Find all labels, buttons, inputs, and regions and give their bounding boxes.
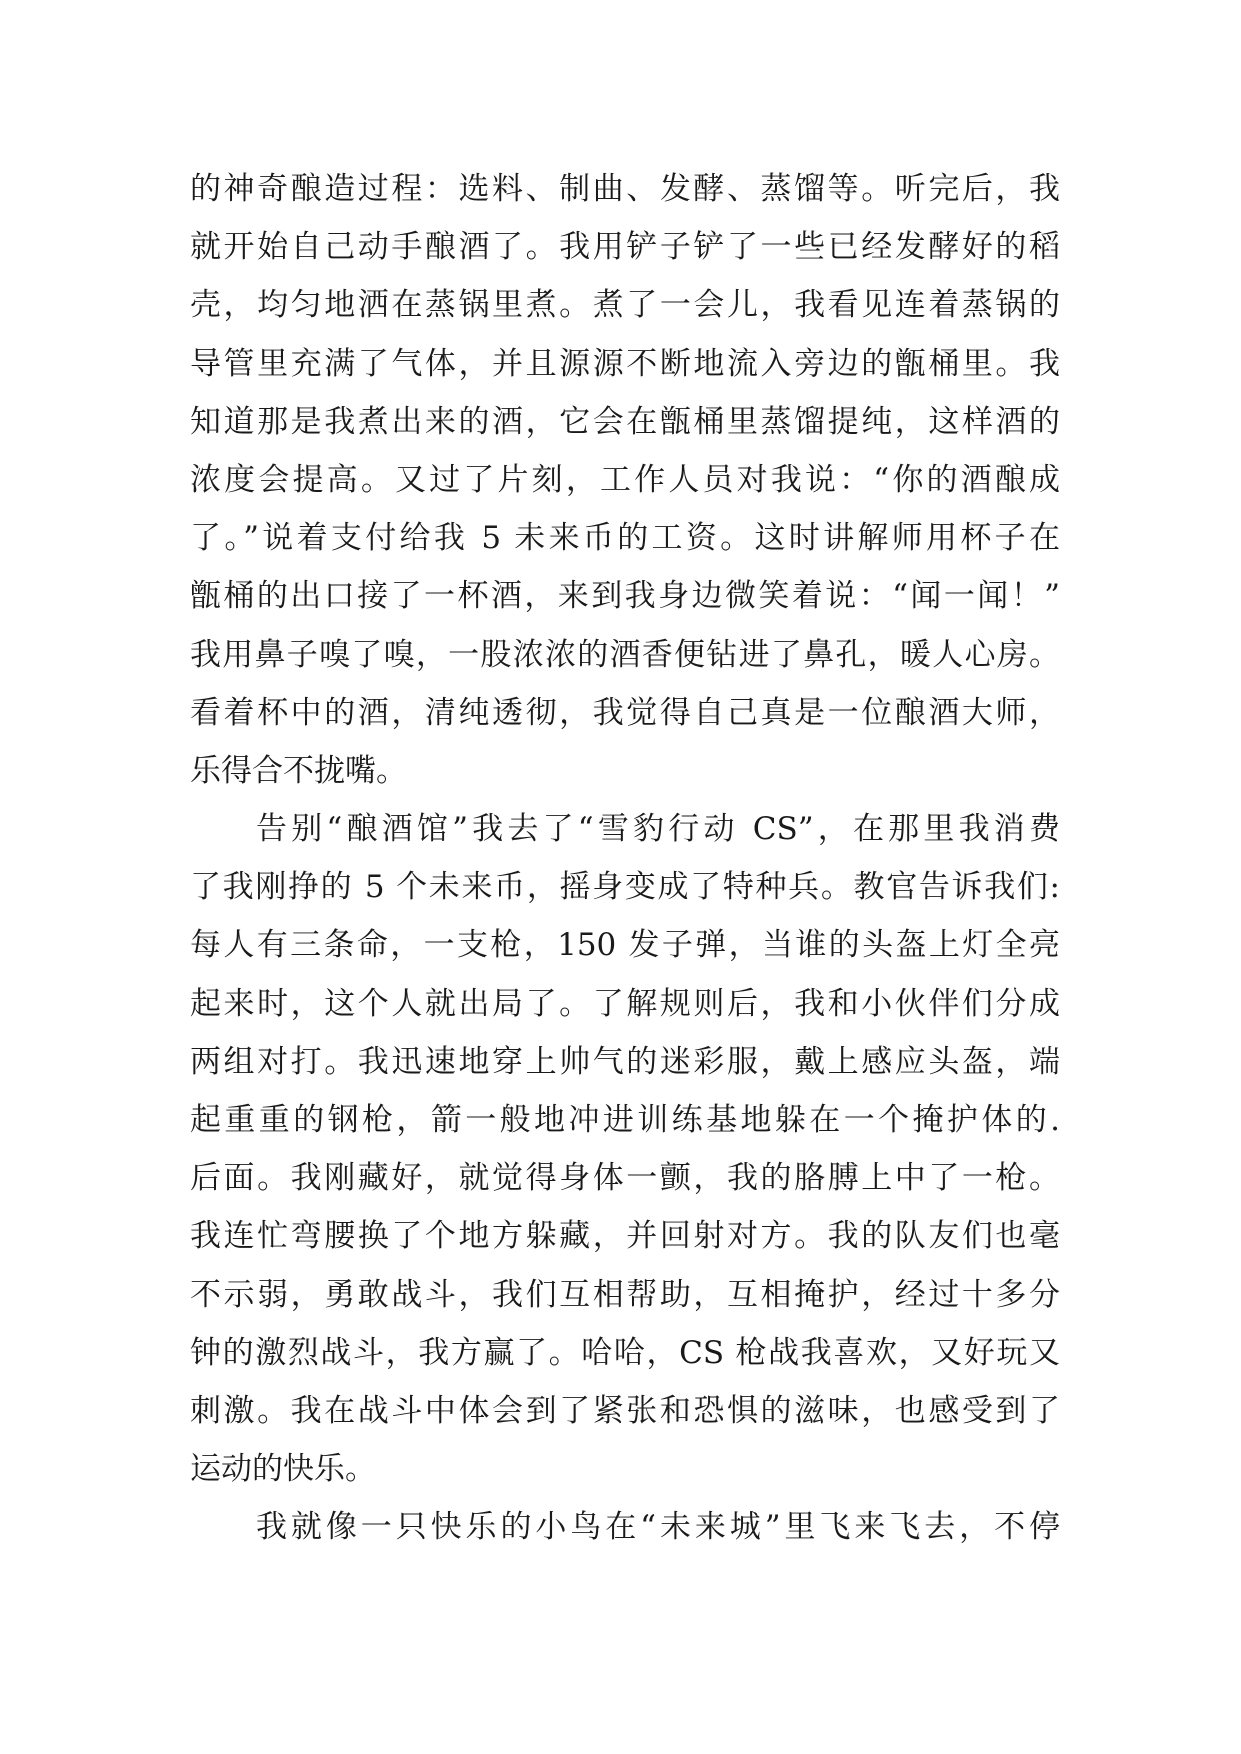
text-line: 了我刚挣的 5 个未来币，摇身变成了特种兵。教官告诉我们: [190, 869, 1060, 906]
essay-body [190, 160, 1060, 1557]
text-line: 运动的快乐。 [190, 1451, 376, 1488]
text-line: 起重重的钢枪，箭一般地冲进训练基地躲在一个掩护体的. [190, 1102, 1060, 1138]
text-line: 我用鼻子嗅了嗅，一股浓浓的酒香便钻进了鼻孔，暖人心房。 [190, 636, 1060, 673]
text-line: 甑桶的出口接了一杯酒，来到我身边微笑着说：“闻一闻！” [190, 578, 1060, 615]
text-line: 刺激。我在战斗中体会到了紧张和恐惧的滋味，也感受到了 [190, 1392, 1060, 1429]
text-line: 浓度会提高。又过了片刻，工作人员对我说：“你的酒酿成 [190, 461, 1060, 498]
text-line: 知道那是我煮出来的酒，它会在甑桶里蒸馏提纯，这样酒的 [190, 403, 1060, 440]
text-line: 就开始自己动手酿酒了。我用铲子铲了一些已经发酵好的稻 [190, 229, 1060, 266]
text-line: 后面。我刚藏好，就觉得身体一颤，我的胳膊上中了一枪。 [190, 1160, 1060, 1197]
text-line: 不示弱，勇敢战斗，我们互相帮助，互相掩护，经过十多分 [190, 1276, 1060, 1313]
text-line: 壳，均匀地洒在蒸锅里煮。煮了一会儿，我看见连着蒸锅的 [190, 287, 1060, 324]
text-line: 导管里充满了气体，并且源源不断地流入旁边的甑桶里。我 [190, 345, 1060, 382]
text-line: 两组对打。我迅速地穿上帅气的迷彩服，戴上感应头盔，端 [190, 1043, 1060, 1080]
paragraph-first-line: 告别“酿酒馆”我去了“雪豹行动 CS”，在那里我消费 [256, 811, 1060, 848]
text-line: 乐得合不拢嘴。 [190, 752, 407, 789]
text-line: 我连忙弯腰换了个地方躲藏，并回射对方。我的队友们也毫 [190, 1218, 1060, 1255]
text-line: 看着杯中的酒，清纯透彻，我觉得自己真是一位酿酒大师， [190, 694, 1060, 731]
text-line: 了。”说着支付给我 5 未来币的工资。这时讲解师用杯子在 [190, 520, 1060, 557]
paragraph-first-line: 我就像一只快乐的小鸟在“未来城”里飞来飞去，不停 [256, 1509, 1060, 1546]
text-line: 钟的激烈战斗，我方赢了。哈哈，CS 枪战我喜欢，又好玩又 [190, 1334, 1060, 1371]
text-line: 的神奇酿造过程：选料、制曲、发酵、蒸馏等。听完后，我 [190, 171, 1060, 207]
text-line: 每人有三条命，一支枪，150 发子弹，当谁的头盔上灯全亮 [190, 927, 1060, 964]
text-line: 起来时，这个人就出局了。了解规则后，我和小伙伴们分成 [190, 985, 1060, 1022]
